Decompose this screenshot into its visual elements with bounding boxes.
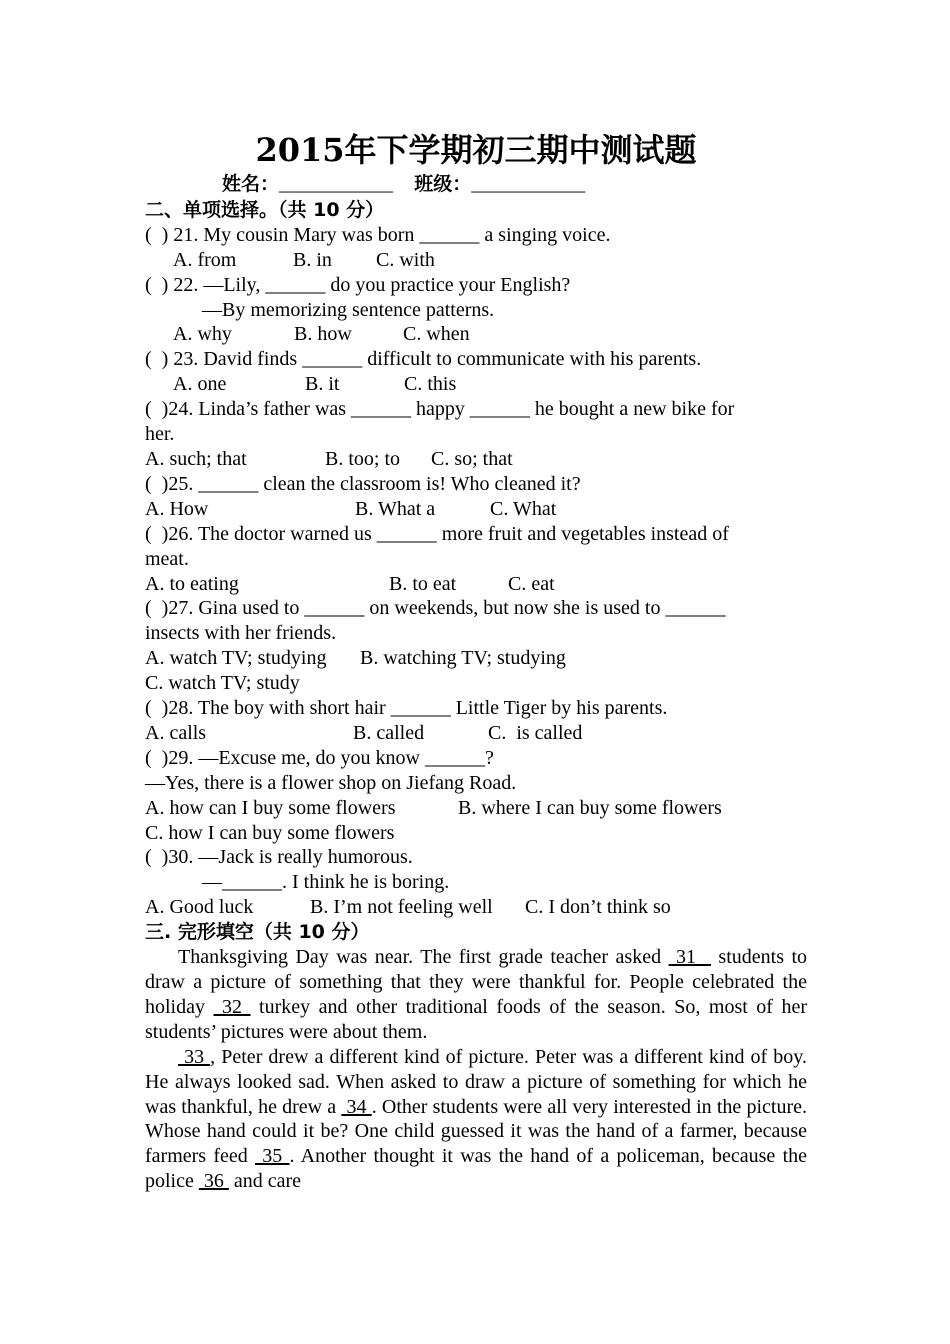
option-a: A. one <box>173 373 227 396</box>
question-25-stem: ( )25. ______ clean the classroom is! Who cleaned it? <box>145 472 581 495</box>
option-c: C. is called <box>488 721 583 744</box>
question-27-options-ab <box>145 646 807 671</box>
question-22-stem: ( ) 22. —Lily, ______ do you practice your English? <box>145 273 571 296</box>
class-blank: ____________ <box>471 174 586 195</box>
section-heading-cloze: 三. 完形填空（共 10 分） <box>145 921 370 944</box>
blank-35: 35 <box>255 1145 290 1168</box>
name-blank: ____________ <box>279 174 394 195</box>
question-27-stem-cont: insects with her friends. <box>145 622 337 645</box>
student-info <box>145 172 807 198</box>
cloze-paragraph-2 <box>145 1045 807 1194</box>
question-28-stem: ( )28. The boy with short hair ______ Little Tiger by his parents. <box>145 697 668 720</box>
cloze-text: Thanksgiving Day was near. The first grade teacher asked <box>178 946 669 969</box>
question-25-options <box>145 497 807 522</box>
question-24-stem: ( )24. Linda’s father was ______ happy ______ he bought a new bike for <box>145 398 735 421</box>
blank-32: 32 <box>213 995 251 1018</box>
question-28-options <box>145 721 807 746</box>
cloze-paragraph-1 <box>145 945 807 1045</box>
question-26-stem: ( )26. The doctor warned us ______ more fruit and vegetables instead of <box>145 522 729 545</box>
option-a: A. to eating <box>145 572 239 595</box>
question-26-stem-cont: meat. <box>145 547 189 570</box>
option-a: A. such; that <box>145 447 247 470</box>
option-b: B. to eat <box>389 572 457 595</box>
section-heading-choice: 二、单项选择。（共 10 分） <box>145 198 385 221</box>
question-30-options <box>145 895 807 920</box>
question-21-stem: ( ) 21. My cousin Mary was born ______ a singing voice. <box>145 223 611 246</box>
option-a: A. from <box>173 248 237 271</box>
blank-31: 31 <box>668 946 711 969</box>
option-b: B. how <box>294 323 352 346</box>
question-23-options <box>145 372 807 397</box>
cloze-text: students to draw a picture of something that they were thankful for. People celebrated the holiday <box>145 946 807 1018</box>
question-29-option-c: C. how I can buy some flowers <box>145 821 395 844</box>
option-c: C. eat <box>508 572 555 595</box>
blank-36: 36 <box>198 1170 229 1193</box>
question-24-options <box>145 447 807 472</box>
option-b: B. watching TV; studying <box>360 647 566 670</box>
exam-page <box>145 128 807 1194</box>
blank-33: 33 <box>178 1045 211 1068</box>
question-26-options <box>145 572 807 597</box>
option-c: C. when <box>403 323 470 346</box>
cloze-text: , Peter drew a different kind of picture. Peter was a different kind of boy. He always looked sad. When asked to draw a picture of something for which he was thankful, he drew a <box>145 1045 807 1118</box>
option-a: A. how can I buy some flowers <box>145 796 396 819</box>
option-a: A. Good luck <box>145 896 254 919</box>
option-b: B. in <box>293 248 332 271</box>
option-a: A. watch TV; studying <box>145 647 327 670</box>
option-b: B. it <box>305 373 340 396</box>
blank-34: 34 <box>341 1095 372 1118</box>
page-title: 2015年下学期初三期中测试题 <box>255 131 697 169</box>
question-29-stem: ( )29. —Excuse me, do you know ______? <box>145 746 494 769</box>
cloze-text: turkey and other traditional foods of the season. So, most of her students’ pictures were about them. <box>145 995 808 1043</box>
question-22-options <box>145 322 807 347</box>
question-27-stem: ( )27. Gina used to ______ on weekends, but now she is used to ______ <box>145 597 726 620</box>
cloze-text: and care <box>228 1170 302 1193</box>
option-a: A. How <box>145 497 209 520</box>
option-c: C. with <box>376 248 435 271</box>
option-b: B. What a <box>355 497 436 520</box>
option-b: B. called <box>353 721 425 744</box>
question-24-stem-cont: her. <box>145 423 175 446</box>
question-30-reply: —______. I think he is boring. <box>202 871 450 894</box>
option-c: C. this <box>404 373 457 396</box>
option-b: B. where I can buy some flowers <box>458 796 722 819</box>
option-b: B. too; to <box>325 447 401 470</box>
cloze-text: . Other students were all very interested in the picture. Whose hand could it be? One child guessed it was the hand of a farmer, because farmers feed <box>145 1095 807 1168</box>
question-29-reply: —Yes, there is a flower shop on Jiefang Road. <box>145 771 517 794</box>
question-30-stem: ( )30. —Jack is really humorous. <box>145 846 413 869</box>
option-b: B. I’m not feeling well <box>310 896 493 919</box>
cloze-text: . Another thought it was the hand of a policeman, because the police <box>145 1145 807 1193</box>
question-29-options-ab <box>145 796 807 821</box>
question-22-reply: —By memorizing sentence patterns. <box>202 298 495 321</box>
class-label: 班级： <box>414 173 472 195</box>
option-c: C. What <box>490 497 557 520</box>
question-23-stem: ( ) 23. David finds ______ difficult to communicate with his parents. <box>145 348 702 371</box>
name-label: 姓名： <box>222 173 280 195</box>
option-a: A. why <box>173 323 232 346</box>
option-c: C. so; that <box>431 447 513 470</box>
option-a: A. calls <box>145 721 207 744</box>
question-21-options <box>145 248 807 273</box>
option-c: C. I don’t think so <box>525 896 671 919</box>
question-27-option-c: C. watch TV; study <box>145 672 300 695</box>
